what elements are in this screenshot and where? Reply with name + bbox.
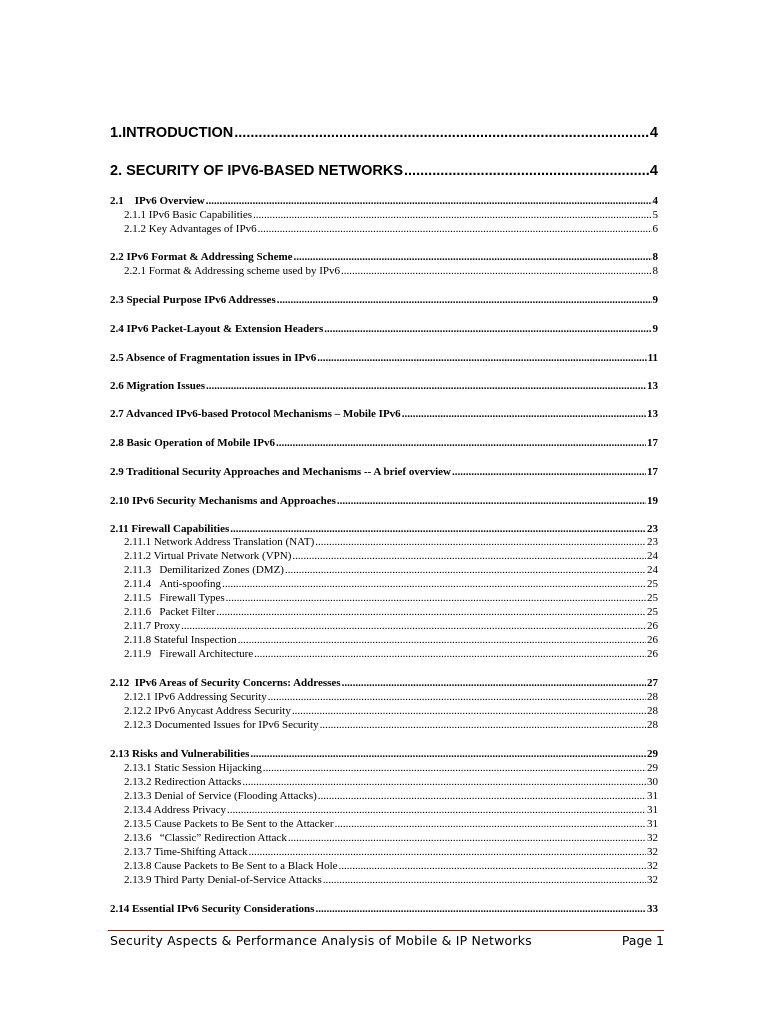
toc-entry-page: 23 <box>647 523 658 535</box>
toc-entry-title: 2.13.1 Static Session Hijacking <box>124 762 262 774</box>
toc-entry-title: 2.13.9 Third Party Denial-of-Service Attacks <box>124 874 322 886</box>
toc-leader-dots <box>285 564 646 576</box>
toc-leader-dots <box>315 536 646 548</box>
toc-leader-dots <box>268 691 646 703</box>
toc-entry-page: 32 <box>647 860 658 872</box>
toc-leader-dots <box>292 705 646 717</box>
toc-entry-page: 19 <box>647 495 658 507</box>
toc-leader-dots <box>288 832 646 844</box>
toc-entry-title: 2.13.5 Cause Packets to Be Sent to the Attacker <box>124 818 334 830</box>
toc-entry[interactable] <box>110 294 658 306</box>
toc-entry-title: 2.8 Basic Operation of Mobile IPv6 <box>110 437 275 449</box>
toc-entry[interactable] <box>110 790 658 802</box>
toc-entry-page: 13 <box>647 408 658 420</box>
toc-entry-page: 26 <box>647 634 658 646</box>
toc-leader-dots <box>452 466 646 478</box>
toc-entry-page: 24 <box>647 550 658 562</box>
toc-entry[interactable] <box>110 606 658 618</box>
toc-entry-page: 4 <box>652 195 658 207</box>
toc-entry-title: 2.12.2 IPv6 Anycast Address Security <box>124 705 291 717</box>
toc-entry-page: 28 <box>647 691 658 703</box>
toc-entry[interactable] <box>110 874 658 886</box>
toc-leader-dots <box>222 578 646 590</box>
toc-entry-title: 2.6 Migration Issues <box>110 380 206 392</box>
toc-entry-title: 1.INTRODUCTION <box>110 125 234 141</box>
toc-entry-title: 2.11 Firewall Capabilities <box>110 523 230 535</box>
toc-leader-dots <box>248 846 646 858</box>
toc-entry-page: 32 <box>647 846 658 858</box>
toc-entry-page: 25 <box>647 578 658 590</box>
toc-entry[interactable] <box>110 163 658 179</box>
toc-entry-title: 2.11.7 Proxy <box>124 620 181 632</box>
toc-entry-title: 2.11.4 Anti-spoofing <box>124 578 222 590</box>
toc-leader-dots <box>404 163 649 179</box>
toc-leader-dots <box>315 903 646 915</box>
toc-entry-title: 2.13.8 Cause Packets to Be Sent to a Black Hole <box>124 860 338 872</box>
toc-entry-page: 29 <box>647 762 658 774</box>
toc-entry[interactable] <box>110 251 658 263</box>
toc-entry-page: 33 <box>647 903 658 915</box>
toc-entry-page: 6 <box>652 223 658 235</box>
toc-entry[interactable] <box>110 762 658 774</box>
toc-leader-dots <box>242 776 646 788</box>
toc-entry[interactable] <box>110 209 658 221</box>
toc-entry-title: 2.14 Essential IPv6 Security Considerations <box>110 903 315 915</box>
toc-entry[interactable] <box>110 634 658 646</box>
toc-entry-page: 8 <box>652 265 658 277</box>
toc-entry-title: 2.13.2 Redirection Attacks <box>124 776 242 788</box>
toc-entry-title: 2.12.3 Documented Issues for IPv6 Security <box>124 719 319 731</box>
toc-leader-dots <box>320 719 646 731</box>
toc-entry[interactable] <box>110 832 658 844</box>
toc-entry-title: 2.1.2 Key Advantages of IPv6 <box>124 223 257 235</box>
toc-entry-title: 2.12.1 IPv6 Addressing Security <box>124 691 267 703</box>
toc-entry-page: 31 <box>647 790 658 802</box>
toc-leader-dots <box>337 495 646 507</box>
toc-entry-title: 2.5 Absence of Fragmentation issues in IPv6 <box>110 352 317 364</box>
toc-leader-dots <box>206 380 646 392</box>
toc-leader-dots <box>317 352 646 364</box>
toc-entry-title: 2.4 IPv6 Packet-Layout & Extension Headers <box>110 323 324 335</box>
toc-entry[interactable] <box>110 495 658 507</box>
toc-entry-page: 17 <box>647 437 658 449</box>
toc-leader-dots <box>277 294 652 306</box>
toc-entry-page: 28 <box>647 705 658 717</box>
toc-entry[interactable] <box>110 265 658 277</box>
toc-entry[interactable] <box>110 592 658 604</box>
toc-leader-dots <box>292 550 646 562</box>
footer-page-number: Page 1 <box>621 933 664 948</box>
toc-entry-title: 2.13 Risks and Vulnerabilities <box>110 748 250 760</box>
toc-entry[interactable] <box>110 380 658 392</box>
toc-entry-title: 2. SECURITY OF IPV6-BASED NETWORKS <box>110 163 403 179</box>
toc-entry-page: 29 <box>647 748 658 760</box>
toc-entry[interactable] <box>110 408 658 420</box>
toc-entry[interactable] <box>110 691 658 703</box>
toc-leader-dots <box>238 634 646 646</box>
toc-entry-page: 30 <box>647 776 658 788</box>
toc-leader-dots <box>323 874 646 886</box>
toc-entry-page: 5 <box>652 209 658 221</box>
toc-leader-dots <box>341 265 651 277</box>
toc-entry[interactable] <box>110 578 658 590</box>
toc-entry-title: 2.1.1 IPv6 Basic Capabilities <box>124 209 253 221</box>
toc-entry-page: 32 <box>647 874 658 886</box>
toc-entry-title: 2.11.3 Demilitarized Zones (DMZ) <box>124 564 284 576</box>
toc-entry[interactable] <box>110 125 658 141</box>
toc-entry-title: 2.9 Traditional Security Approaches and Mechanisms -- A brief overview <box>110 466 451 478</box>
toc-entry-title: 2.11.6 Packet Filter <box>124 606 216 618</box>
toc-entry[interactable] <box>110 776 658 788</box>
toc-entry[interactable] <box>110 323 658 335</box>
toc-entry-page: 9 <box>652 323 658 335</box>
toc-entry[interactable] <box>110 705 658 717</box>
toc-leader-dots <box>335 818 646 830</box>
toc-entry-page: 28 <box>647 719 658 731</box>
page-footer <box>108 930 664 951</box>
toc-entry[interactable] <box>110 677 658 689</box>
toc-entry[interactable] <box>110 466 658 478</box>
toc-entry-title: 2.11.2 Virtual Private Network (VPN) <box>124 550 292 562</box>
toc-entry[interactable] <box>110 818 658 830</box>
toc-entry-page: 4 <box>649 125 658 141</box>
toc-entry-title: 2.11.1 Network Address Translation (NAT) <box>124 536 315 548</box>
toc-leader-dots <box>258 223 652 235</box>
toc-entry-title: 2.13.4 Address Privacy <box>124 804 227 816</box>
toc-entry[interactable] <box>110 846 658 858</box>
toc-leader-dots <box>263 762 646 774</box>
toc-entry[interactable] <box>110 620 658 632</box>
toc-entry-title: 2.13.7 Time-Shifting Attack <box>124 846 248 858</box>
toc-entry[interactable] <box>110 719 658 731</box>
toc-entry[interactable] <box>110 550 658 562</box>
toc-entry[interactable] <box>110 564 658 576</box>
toc-leader-dots <box>294 251 652 263</box>
toc-entry-title: 2.11.8 Stateful Inspection <box>124 634 237 646</box>
toc-entry[interactable] <box>110 536 658 548</box>
toc-entry-page: 26 <box>647 620 658 632</box>
toc-entry-page: 8 <box>652 251 658 263</box>
toc-entry[interactable] <box>110 648 658 660</box>
toc-leader-dots <box>324 323 651 335</box>
toc-entry-title: 2.12 IPv6 Areas of Security Concerns: Addresses <box>110 677 341 689</box>
toc-leader-dots <box>206 195 652 207</box>
toc-entry-title: 2.13.3 Denial of Service (Flooding Attacks) <box>124 790 317 802</box>
footer-title: Security Aspects & Performance Analysis of Mobile & IP Networks <box>110 933 532 948</box>
toc-entry[interactable] <box>110 748 658 760</box>
toc-entry-page: 17 <box>647 466 658 478</box>
toc-entry[interactable] <box>110 523 658 535</box>
toc-leader-dots <box>318 790 646 802</box>
toc-leader-dots <box>250 748 646 760</box>
toc-leader-dots <box>253 209 651 221</box>
toc-leader-dots <box>254 648 646 660</box>
toc-entry[interactable] <box>110 195 658 207</box>
toc-entry[interactable] <box>110 437 658 449</box>
toc-entry-page: 11 <box>647 352 658 364</box>
toc-entry-page: 32 <box>647 832 658 844</box>
toc-entry-title: 2.11.5 Firewall Types <box>124 592 225 604</box>
toc-entry-title: 2.13.6 “Classic” Redirection Attack <box>124 832 287 844</box>
toc-entry[interactable] <box>110 860 658 872</box>
toc-entry-title: 2.2.1 Format & Addressing scheme used by IPv6 <box>124 265 341 277</box>
toc-leader-dots <box>339 860 646 872</box>
toc-entry-page: 27 <box>647 677 658 689</box>
toc-leader-dots <box>227 804 646 816</box>
toc-leader-dots <box>226 592 646 604</box>
toc-entry-page: 9 <box>652 294 658 306</box>
toc-leader-dots <box>181 620 646 632</box>
toc-leader-dots <box>216 606 646 618</box>
toc-leader-dots <box>402 408 646 420</box>
toc-entry-page: 26 <box>647 648 658 660</box>
toc-entry[interactable] <box>110 804 658 816</box>
toc-leader-dots <box>276 437 646 449</box>
toc-entry-title: 2.10 IPv6 Security Mechanisms and Approaches <box>110 495 336 507</box>
toc-entry[interactable] <box>110 352 658 364</box>
toc-entry[interactable] <box>110 223 658 235</box>
toc-entry-title: 2.1 IPv6 Overview <box>110 195 205 207</box>
toc-entry-page: 25 <box>647 592 658 604</box>
toc-entry-title: 2.11.9 Firewall Architecture <box>124 648 254 660</box>
toc-entry-page: 13 <box>647 380 658 392</box>
toc-entry-page: 24 <box>647 564 658 576</box>
toc-entry[interactable] <box>110 903 658 915</box>
toc-leader-dots <box>230 523 646 535</box>
toc-entry-title: 2.2 IPv6 Format & Addressing Scheme <box>110 251 293 263</box>
toc-entry-page: 25 <box>647 606 658 618</box>
toc-entry-page: 31 <box>647 818 658 830</box>
toc-entry-page: 23 <box>647 536 658 548</box>
toc-entry-title: 2.3 Special Purpose IPv6 Addresses <box>110 294 276 306</box>
toc-entry-page: 4 <box>649 163 658 179</box>
toc-entry-page: 31 <box>647 804 658 816</box>
toc-leader-dots <box>342 677 646 689</box>
toc-leader-dots <box>234 125 649 141</box>
toc-entry-title: 2.7 Advanced IPv6-based Protocol Mechanisms – Mobile IPv6 <box>110 408 401 420</box>
